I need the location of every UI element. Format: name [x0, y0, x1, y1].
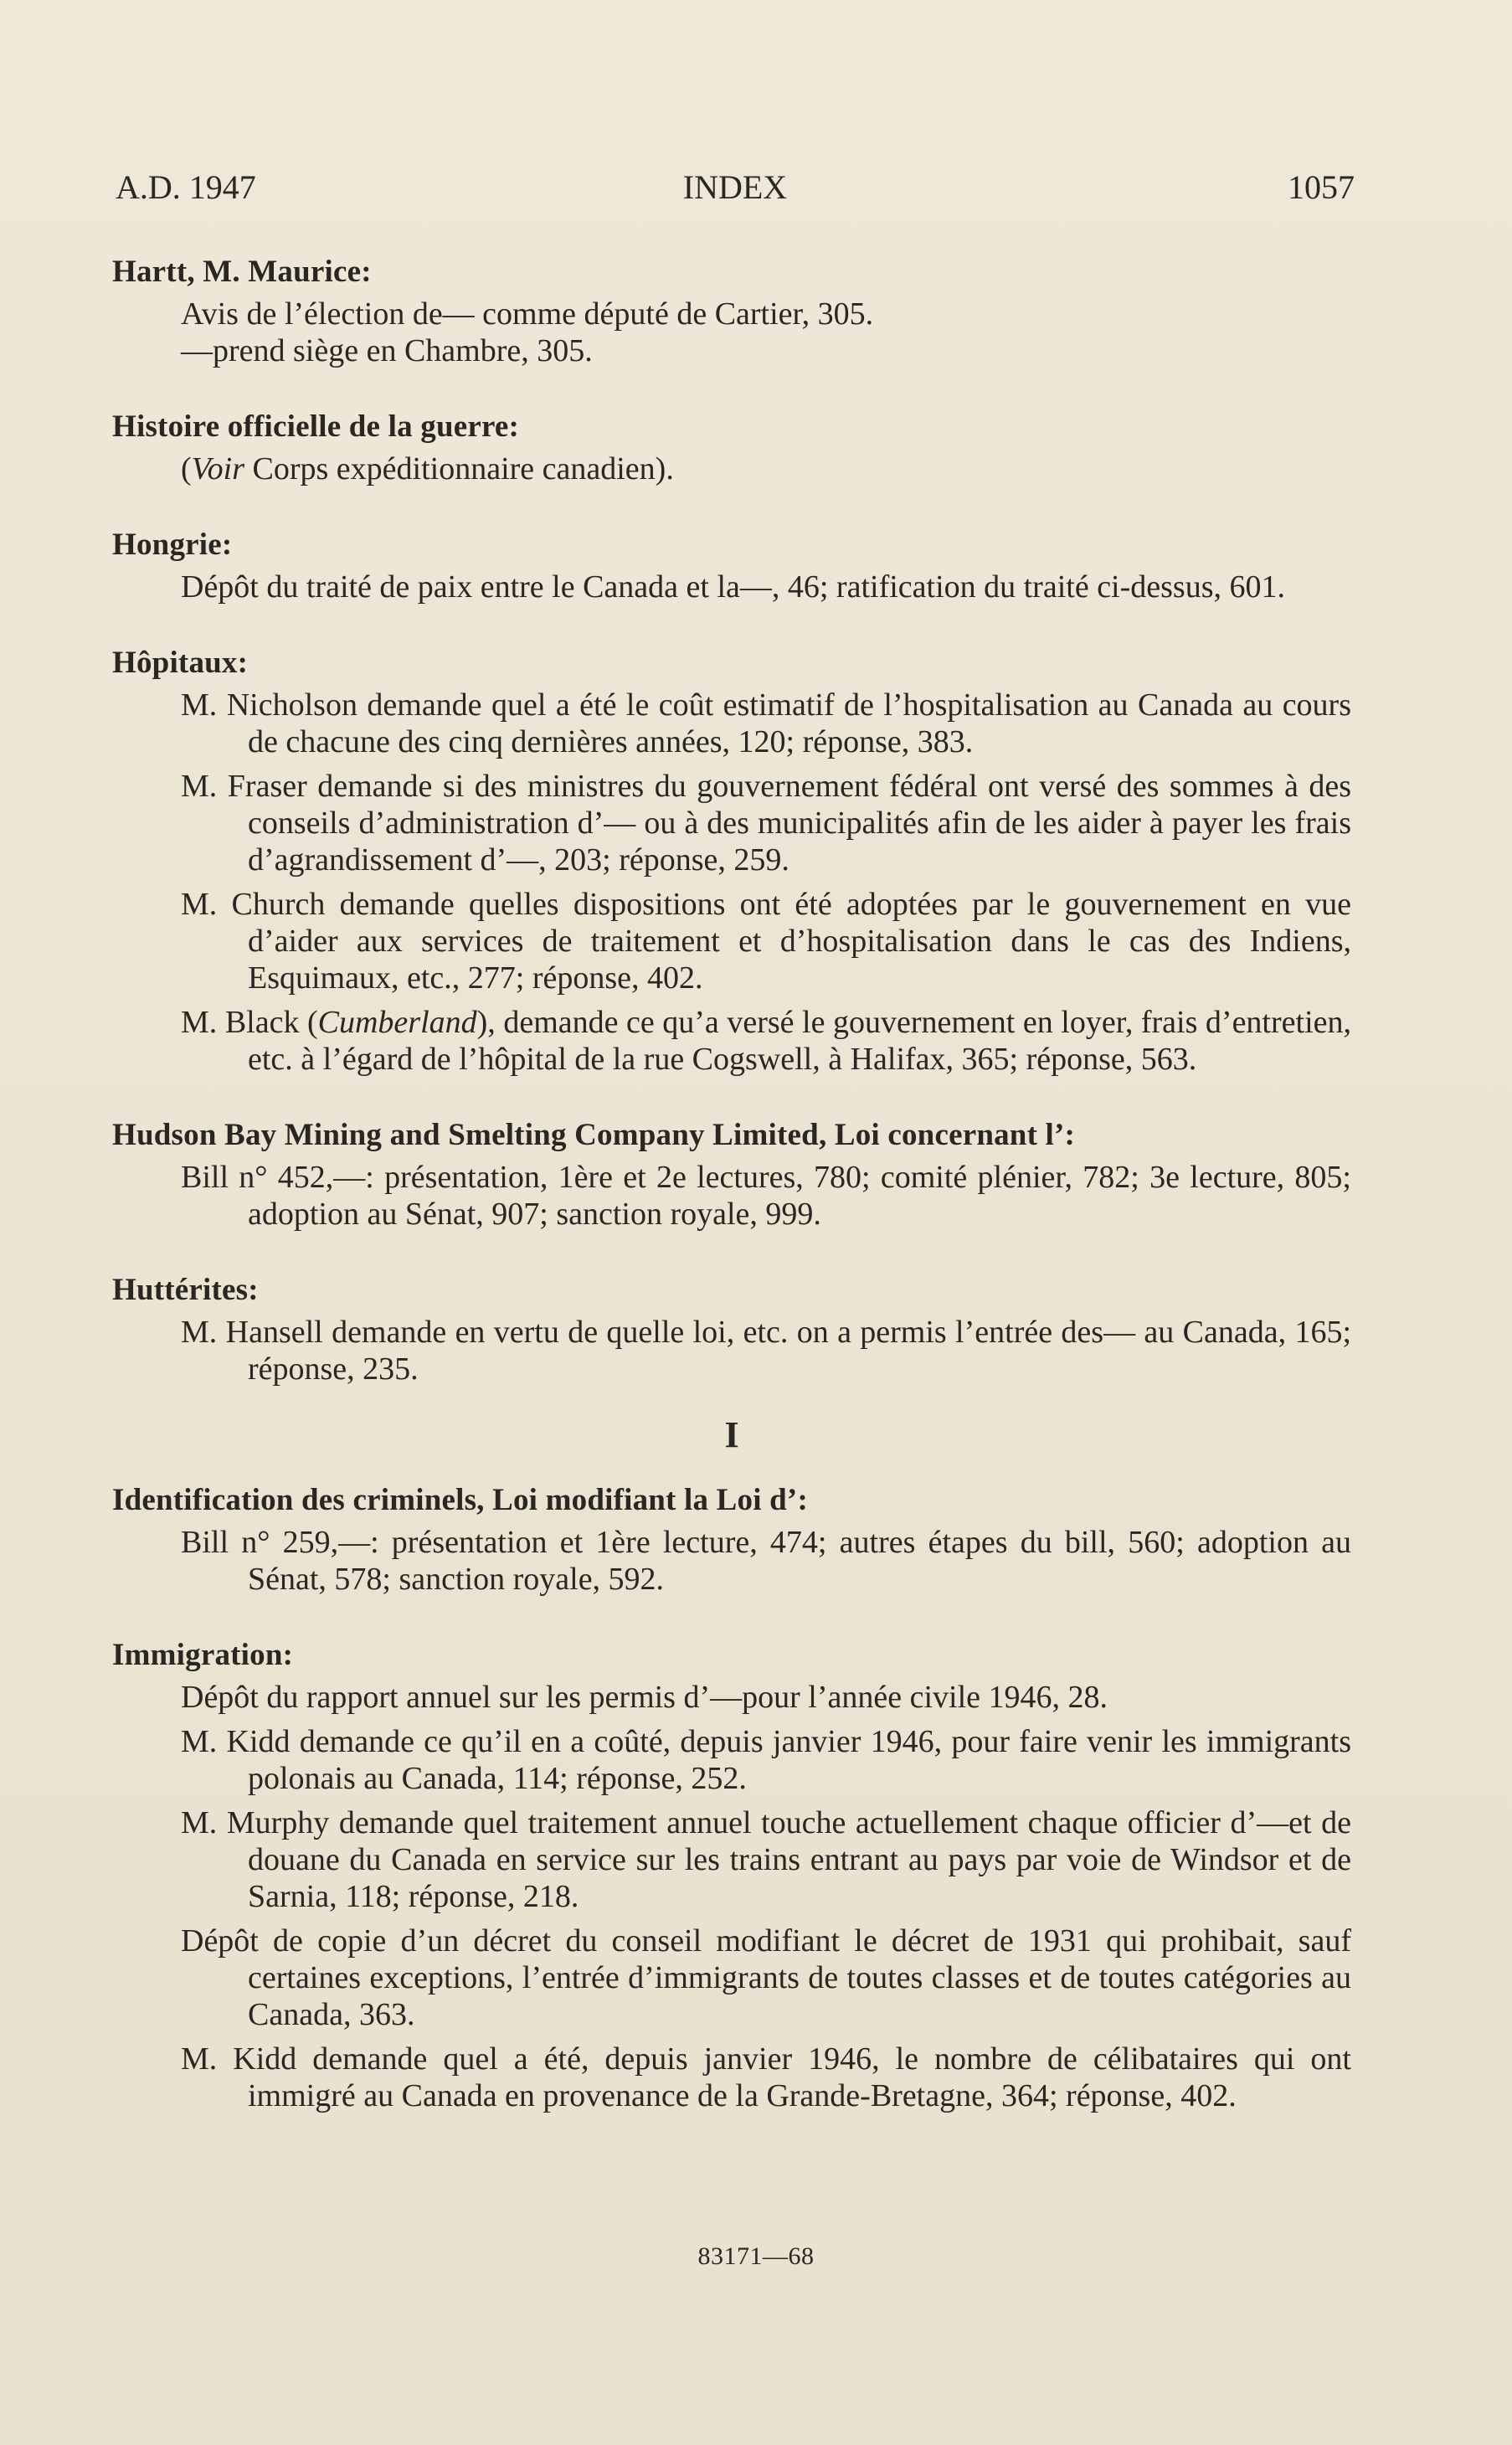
entry-item: M. Hansell demande en vertu de quelle loi, etc. on a permis l’entrée des— au Canada, 165; réponse, 235. [181, 1315, 1351, 1387]
item-rest: Corps expéditionnaire canadien). [244, 451, 674, 486]
header-title: INDEX [682, 168, 788, 206]
item-emphasis: Voir [191, 451, 245, 486]
entry-item [181, 1004, 1351, 1078]
index-entry-immigration [112, 1637, 1351, 2114]
index-entry-histoire [112, 409, 1351, 487]
entry-item: M. Nicholson demande quel a été le coût estimatif de l’hospitalisation au Canada au cours de chacune des cinq dernières années, 120; réponse, 383. [181, 687, 1351, 759]
entry-heading: Histoire officielle de la guerre: [112, 409, 520, 444]
entry-item: Bill n° 452,—: présentation, 1ère et 2e lectures, 780; comité plénier, 782; 3e lecture, 805; adoption au Sénat, 907; sanction royale, 999. [181, 1160, 1351, 1232]
footer-signature-code: 83171—68 [697, 2242, 815, 2270]
item-prefix: M. Black ( [181, 1005, 318, 1040]
page-number: 1057 [1288, 168, 1355, 206]
section-letter: I [724, 1414, 739, 1455]
entry-item: M. Kidd demande quel a été, depuis janvier 1946, le nombre de célibataires qui ont immigré au Canada en provenance de la Grande-Bretagne, 364; réponse, 402. [181, 2041, 1351, 2113]
index-body [112, 254, 1351, 2154]
header-year: A.D. 1947 [116, 168, 256, 206]
index-entry-identification [112, 1482, 1351, 1598]
index-entry-hongrie [112, 527, 1351, 605]
entry-item: Dépôt du rapport annuel sur les permis d’—pour l’année civile 1946, 28. [181, 1680, 1108, 1715]
entry-heading: Hongrie: [112, 528, 233, 562]
item-emphasis: Cumberland [317, 1005, 477, 1040]
index-entry-hutterites [112, 1272, 1351, 1387]
entry-item: Avis de l’élection de— comme député de Cartier, 305. [181, 296, 874, 332]
entry-heading: Immigration: [112, 1638, 294, 1672]
entry-heading: Huttérites: [112, 1273, 259, 1307]
item-prefix: ( [181, 451, 192, 486]
entry-heading: Hôpitaux: [112, 646, 249, 680]
entry-item: Dépôt du traité de paix entre le Canada et la—, 46; ratification du traité ci-dessus, 601. [181, 569, 1285, 605]
entry-item: Bill n° 259,—: présentation et 1ère lecture, 474; autres étapes du bill, 560; adoption au Sénat, 578; sanction royale, 592. [181, 1525, 1351, 1597]
entry-item: Dépôt de copie d’un décret du conseil modifiant le décret de 1931 qui prohibait, sauf certaines exceptions, l’entrée d’immigrants de toutes classes et de toutes catégories au Canada, 363. [181, 1923, 1351, 2032]
entry-item: M. Kidd demande ce qu’il en a coûté, depuis janvier 1946, pour faire venir les immigrants polonais au Canada, 114; réponse, 252. [181, 1724, 1351, 1796]
entry-item [181, 450, 1351, 487]
entry-heading: Identification des criminels, Loi modifiant la Loi d’: [112, 1483, 808, 1517]
index-entry-hartt [112, 254, 1351, 369]
running-head [116, 165, 1355, 210]
index-entry-hopitaux [112, 645, 1351, 1078]
entry-heading: Hudson Bay Mining and Smelting Company Limited, Loi concernant l’: [112, 1118, 1076, 1152]
entry-item: M. Murphy demande quel traitement annuel touche actuellement chaque officier d’—et de douane du Canada en service sur les trains entrant au pays par voie de Windsor et de Sarnia, 118; réponse, 218. [181, 1805, 1351, 1914]
entry-item: M. Church demande quelles dispositions ont été adoptées par le gouvernement en vue d’aider aux services de traitement et d’hospitalisation dans le cas des Indiens, Esquimaux, etc., 277; réponse, 402. [181, 887, 1351, 996]
index-entry-hudson-bay [112, 1117, 1351, 1233]
entry-item: M. Fraser demande si des ministres du gouvernement fédéral ont versé des sommes à des conseils d’administration d’— ou à des municipalités afin de les aider à payer les frais d’agrandissement d’—, 203; réponse, 259. [181, 769, 1351, 878]
item-rest: ), demande ce qu’a versé le gouvernement en loyer, frais d’entretien, etc. à l’égard de l’hôpital de la rue Cogswell, à Halifax, 365; réponse, 563. [248, 1005, 1351, 1077]
entry-item: —prend siège en Chambre, 305. [181, 333, 593, 368]
entry-heading: Hartt, M. Maurice: [112, 255, 372, 289]
